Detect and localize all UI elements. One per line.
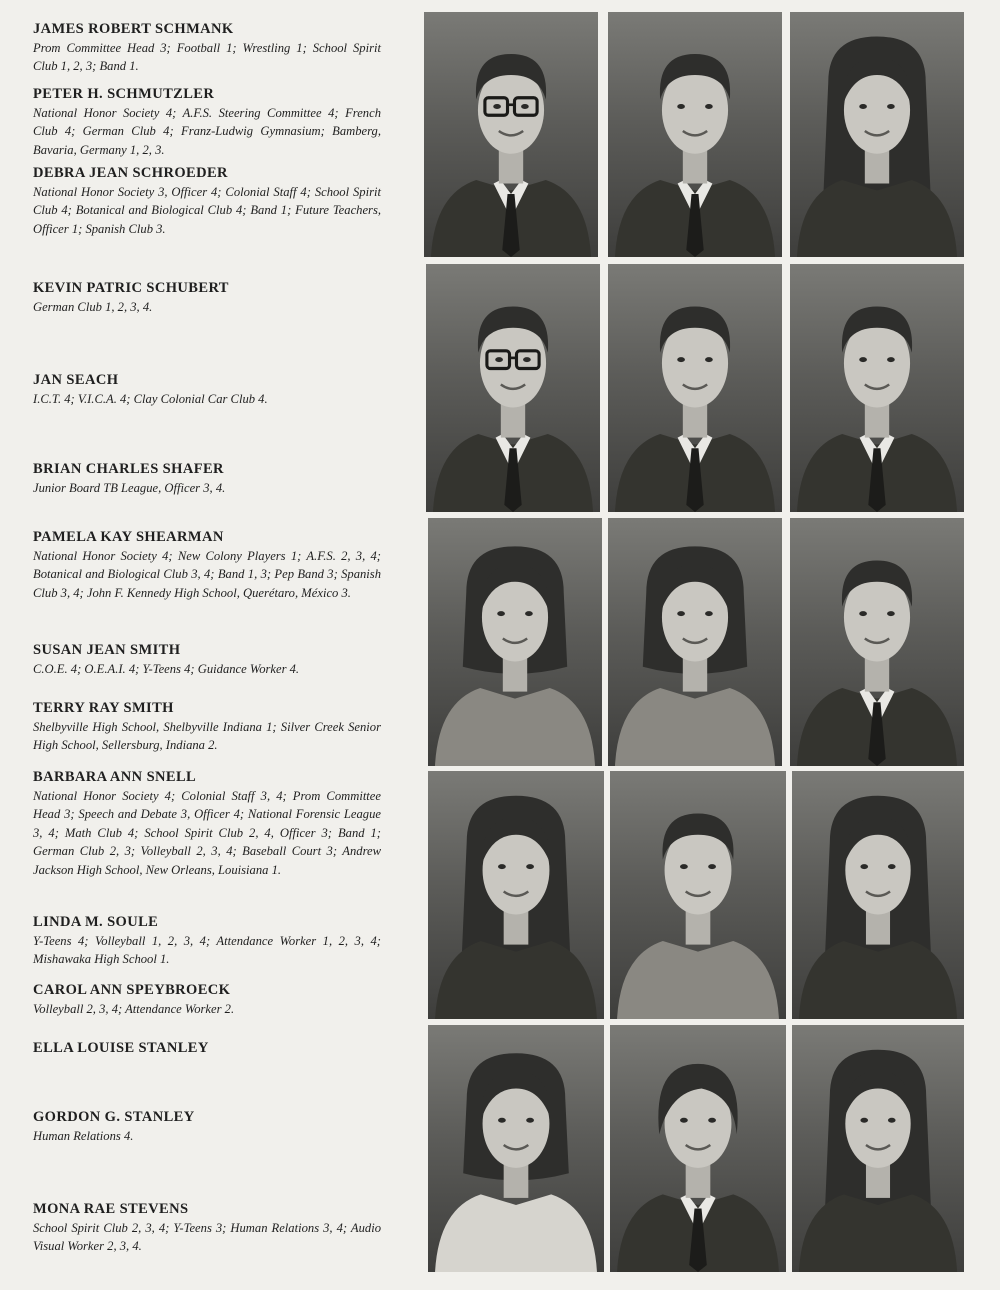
student-portrait <box>790 264 964 512</box>
student-name: SUSAN JEAN SMITH <box>33 642 181 658</box>
student-activities: National Honor Society 4; A.F.S. Steering Committee 4; French Club 4; German Club 4; Franz-Ludwig Gymnasium; Bamberg, Bavaria, Germany 1, 2, 3. <box>33 106 381 157</box>
student-name: TERRY RAY SMITH <box>33 700 174 716</box>
student-portrait <box>426 264 600 512</box>
student-portrait <box>424 12 598 257</box>
student-portrait <box>610 1025 786 1272</box>
student-portrait <box>790 518 964 766</box>
student-portrait <box>428 771 604 1019</box>
student-activities: Prom Committee Head 3; Football 1; Wrestling 1; School Spirit Club 1, 2, 3; Band 1. <box>33 41 381 74</box>
student-name: BRIAN CHARLES SHAFER <box>33 461 224 477</box>
student-activities: Y-Teens 4; Volleyball 1, 2, 3, 4; Attendance Worker 1, 2, 3, 4; Mishawaka High School 1. <box>33 934 381 967</box>
student-activities: German Club 1, 2, 3, 4. <box>33 300 153 314</box>
student-activities: Junior Board TB League, Officer 3, 4. <box>33 481 226 495</box>
student-activities: National Honor Society 4; Colonial Staff 3, 4; Prom Committee Head 3; Speech and Debate 3, Officer 4; National Forensic League 3, 4; Math Club 4; School Spirit Club 2, 4, Officer 3; Band 1; German Club 2, 3; Volleyball 2, 3, 4; Baseball Court 3; Andrew Jackson High School, New Orleans, Louisiana 1. <box>33 789 381 877</box>
student-activities: Volleyball 2, 3, 4; Attendance Worker 2. <box>33 1002 235 1016</box>
student-activities: National Honor Society 3, Officer 4; Colonial Staff 4; School Spirit Club 4; Botanical and Biological Club 4; Band 1; Future Teachers, Officer 1; Spanish Club 3. <box>33 185 381 236</box>
student-name: LINDA M. SOULE <box>33 914 159 930</box>
student-portrait <box>608 12 782 257</box>
student-name: GORDON G. STANLEY <box>33 1109 195 1125</box>
student-name: JAN SEACH <box>33 372 119 388</box>
student-activities: Human Relations 4. <box>33 1129 134 1143</box>
student-portrait <box>428 1025 604 1272</box>
student-name: PAMELA KAY SHEARMAN <box>33 529 224 545</box>
student-activities: C.O.E. 4; O.E.A.I. 4; Y-Teens 4; Guidance Worker 4. <box>33 662 300 676</box>
student-portrait <box>428 518 602 766</box>
student-name: KEVIN PATRIC SCHUBERT <box>33 280 229 296</box>
student-activities: National Honor Society 4; New Colony Players 1; A.F.S. 2, 3, 4; Botanical and Biological Club 3, 4; Band 1, 3; Pep Band 3; Spanish Club 3, 4; John F. Kennedy High School, Querétaro, México 3. <box>33 549 381 600</box>
student-name: ELLA LOUISE STANLEY <box>33 1040 209 1056</box>
student-portrait <box>792 1025 964 1272</box>
student-name: MONA RAE STEVENS <box>33 1201 189 1217</box>
student-portrait <box>792 771 964 1019</box>
student-name: DEBRA JEAN SCHROEDER <box>33 165 228 181</box>
student-portrait <box>608 264 782 512</box>
student-portrait <box>610 771 786 1019</box>
student-portrait <box>790 12 964 257</box>
student-activities: I.C.T. 4; V.I.C.A. 4; Clay Colonial Car Club 4. <box>33 392 268 406</box>
student-activities: School Spirit Club 2, 3, 4; Y-Teens 3; Human Relations 3, 4; Audio Visual Worker 2, 3, 4. <box>33 1221 381 1254</box>
student-portrait <box>608 518 782 766</box>
student-name: BARBARA ANN SNELL <box>33 769 197 785</box>
student-name: JAMES ROBERT SCHMANK <box>33 21 234 37</box>
student-name: CAROL ANN SPEYBROECK <box>33 982 231 998</box>
student-name: PETER H. SCHMUTZLER <box>33 86 215 102</box>
student-activities: Shelbyville High School, Shelbyville Indiana 1; Silver Creek Senior High School, Sellersburg, Indiana 2. <box>33 720 381 753</box>
